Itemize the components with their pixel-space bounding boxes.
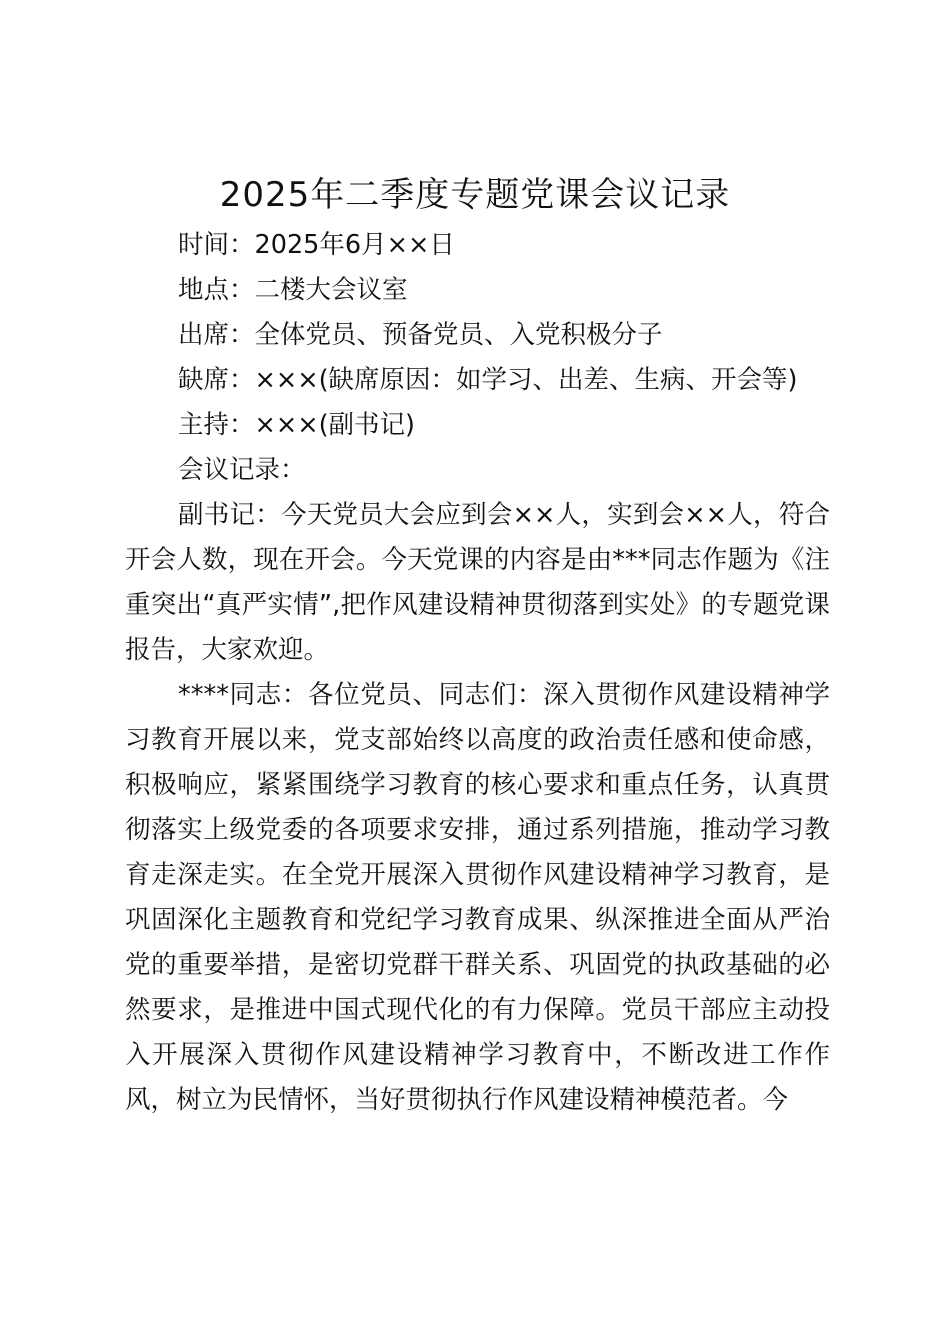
meeting-time: 时间：2025年6月××日 <box>178 230 455 260</box>
meeting-absent: 缺席：×××(缺席原因：如学习、出差、生病、开会等) <box>178 365 798 395</box>
paragraph-opening: 副书记：今天党员大会应到会××人，实到会××人，符合开会人数，现在开会。今天党课的内容是由***同志作题为《注重突出“真严实情”,把作风建设精神贯彻落到实处》的专题党课报告，大家欢迎。 <box>125 500 830 665</box>
meeting-place: 地点：二楼大会议室 <box>178 275 408 305</box>
document-title: 2025年二季度专题党课会议记录 <box>219 175 731 215</box>
meeting-attendees: 出席：全体党员、预备党员、入党积极分子 <box>178 320 663 350</box>
paragraph-speech: ****同志：各位党员、同志们：深入贯彻作风建设精神学习教育开展以来，党支部始终以高度的政治责任感和使命感，积极响应，紧紧围绕学习教育的核心要求和重点任务，认真贯彻落实上级党委的各项要求安排，通过系列措施，推动学习教育走深走实。在全党开展深入贯彻作风建设精神学习教育，是巩固深化主题教育和党纪学习教育成果、纵深推进全面从严治党的重要举措，是密切党群干群关系、巩固党的执政基础的必然要求，是推进中国式现代化的有力保障。党员干部应主动投入开展深入贯彻作风建设精神学习教育中，不断改进工作作风，树立为民情怀，当好贯彻执行作风建设精神模范者。今 <box>125 680 830 1115</box>
minutes-label: 会议记录： <box>178 455 306 485</box>
meeting-host: 主持：×××(副书记) <box>178 410 415 440</box>
